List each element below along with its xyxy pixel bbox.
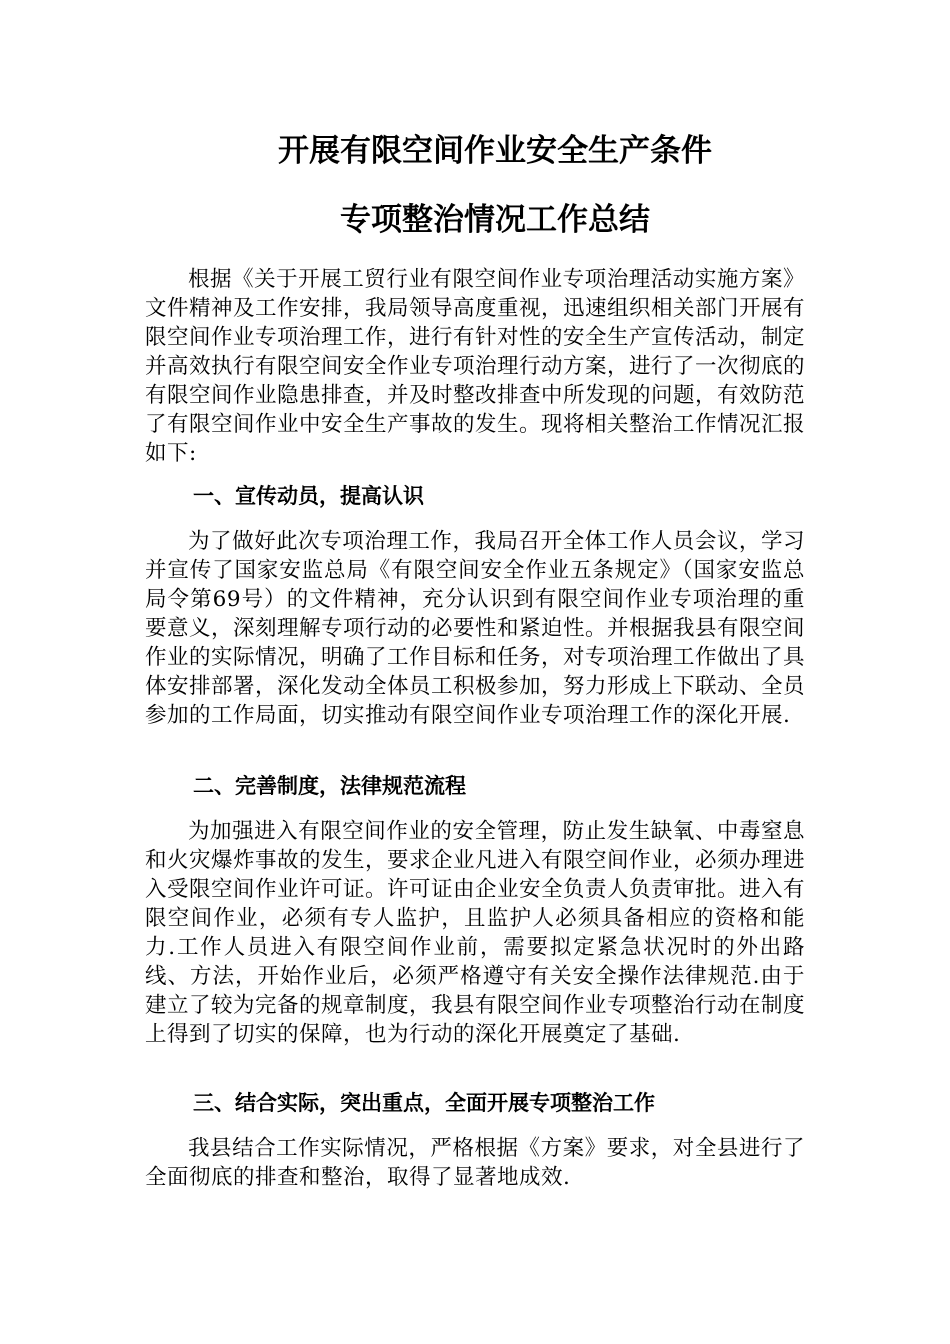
section-heading-1: 一、宣传动员，提高认识 [193,484,424,508]
section-body-3: 我县结合工作实际情况，严格根据《方案》要求，对全县进行了全面彻底的排查和整治，取得了显著地成效. [145,1136,805,1190]
section-body-2: 为加强进入有限空间作业的安全管理，防止发生缺氧、中毒窒息和火灾爆炸事故的发生，要求企业凡进入有限空间作业，必须办理进入受限空间作业许可证。许可证由企业安全负责人负责审批。进入有限空间作业，必须有专人监护，且监护人必须具备相应的资格和能力.工作人员进入有限空间作业前，需要拟定紧急状况时的外出路线、方法，开始作业后，必须严格遵守有关安全操作法律规范.由于建立了较为完备的规章制度，我县有限空间作业专项整治行动在制度上得到了切实的保障，也为行动的深化开展奠定了基础. [145,819,806,1047]
document-title-line-1: 开展有限空间作业安全生产条件 [278,133,712,169]
section-heading-3: 三、结合实际，突出重点，全面开展专项整治工作 [193,1091,655,1115]
section-heading-2: 二、完善制度，法律规范流程 [193,774,466,798]
section-body-1: 为了做好此次专项治理工作，我局召开全体工作人员会议，学习并宣传了国家安监总局《有限空间安全作业五条规定》（国家安监总局令第69号）的文件精神，充分认识到有限空间作业专项治理的重要意义，深刻理解专项行动的必要性和紧迫性。并根据我县有限空间作业的实际情况，明确了工作目标和任务，对专项治理工作做出了具体安排部署，深化发动全体员工积极参加，努力形成上下联动、全员参加的工作局面，切实推动有限空间作业专项治理工作的深化开展. [145,529,806,728]
document-title-line-2: 专项整治情况工作总结 [340,202,650,238]
intro-paragraph: 根据《关于开展工贸行业有限空间作业专项治理活动实施方案》文件精神及工作安排，我局领导高度重视，迅速组织相关部门开展有限空间作业专项治理工作，进行有针对性的安全生产宣传活动，制定并高效执行有限空间安全作业专项治理行动方案，进行了一次彻底的有限空间作业隐患排查，并及时整改排查中所发现的问题，有效防范了有限空间作业中安全生产事故的发生。现将相关整治工作情况汇报如下: [145,267,806,466]
